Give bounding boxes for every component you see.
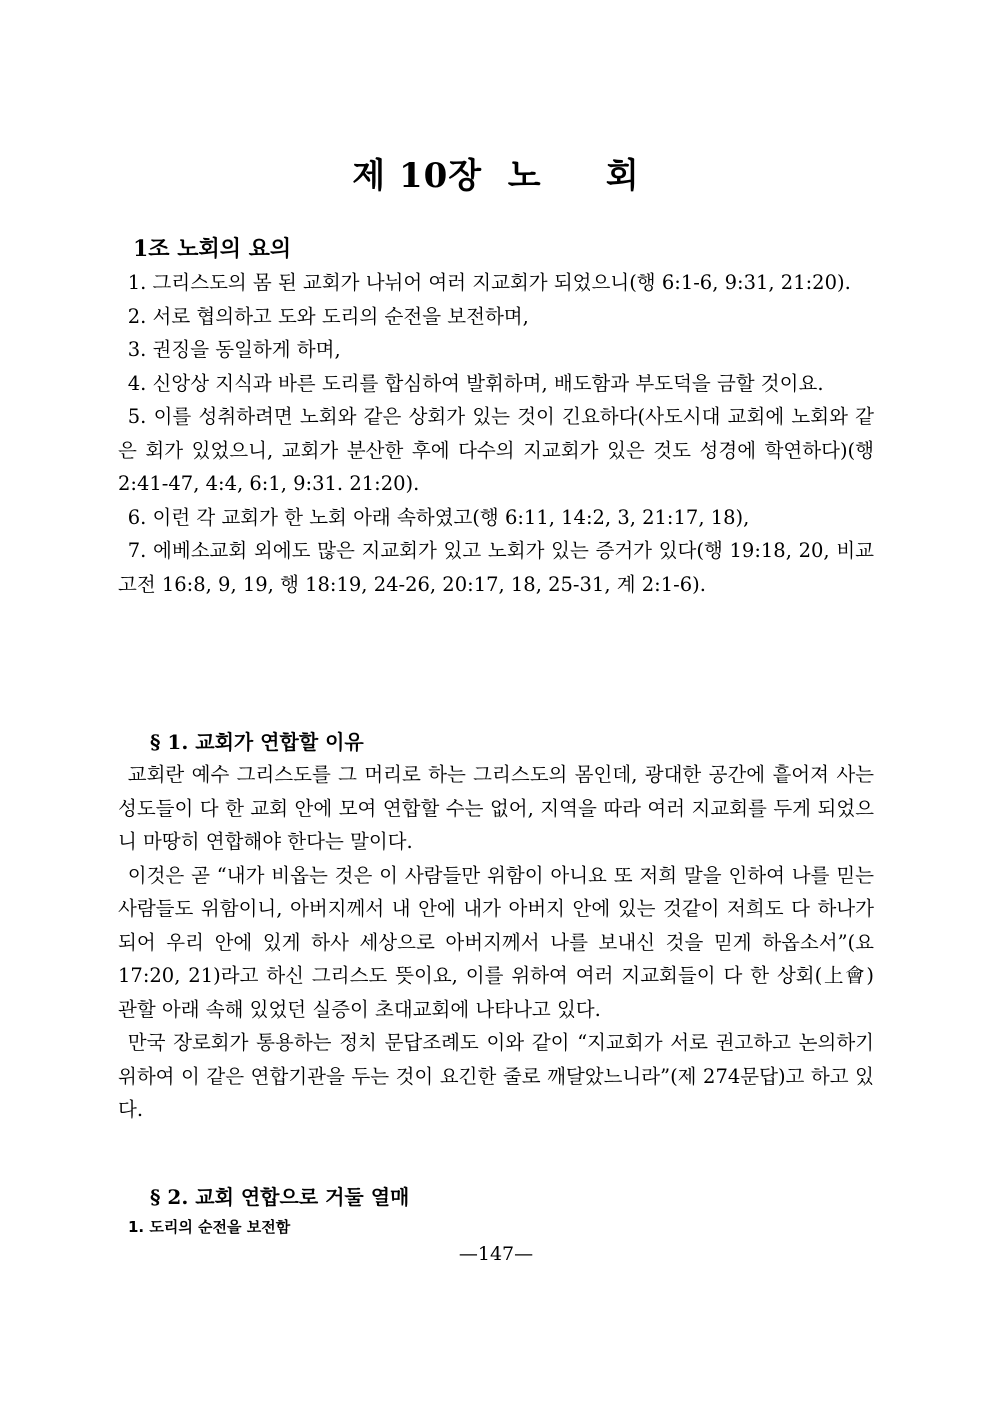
chapter-title: 제 10장 노 회 <box>352 156 640 196</box>
article-heading: 1조 노회의 요의 <box>133 236 292 262</box>
section-1-body <box>118 758 874 1127</box>
article-item: 1. 그리스도의 몸 된 교회가 나뉘어 여러 지교회가 되었으니(행 6:1-6, 9:31, 21:20). <box>127 271 851 294</box>
section-heading-2: § 2. 교회 연합으로 거둘 열매 <box>150 1185 410 1209</box>
page-number: —147— <box>458 1243 534 1265</box>
article-item: 2. 서로 협의하고 도와 도리의 순전을 보전하며, <box>127 304 529 328</box>
paragraph: 이것은 곧 “내가 비옵는 것은 이 사람들만 위함이 아니요 또 저희 말을 인하여 나를 믿는 사람들도 위함이니, 아버지께서 내 안에 내가 아버지 안에 있는 것같이 저희도 다 하나가 되어 우리 안에 있게 하사 세상으로 아버지께서 나를 보내신 것을 믿게 하옵소서”(요 17:20, 21)라고 하신 그리스도 뜻이요, 이를 위하여 여러 지교회들이 다 한 상회(上會) 관할 아래 속해 있었던 실증이 초대교회에 나타나고 있다. <box>118 863 874 1021</box>
paragraph: 교회란 예수 그리스도를 그 머리로 하는 그리스도의 몸인데, 광대한 공간에 흩어져 사는 성도들이 다 한 교회 안에 모여 연합할 수는 없어, 지역을 따라 여러 지교회를 두게 되었으니 마땅히 연합해야 한다는 말이다. <box>118 763 874 853</box>
paragraph: 만국 장로회가 통용하는 정치 문답조례도 이와 같이 “지교회가 서로 권고하고 논의하기 위하여 이 같은 연합기관을 두는 것이 요긴한 줄로 깨달았느니라”(제 274문답)고 하고 있다. <box>118 1031 874 1121</box>
subsection-heading: 1. 도리의 순전을 보전함 <box>128 1218 291 1236</box>
article-item: 6. 이런 각 교회가 한 노회 아래 속하였고(행 6:11, 14:2, 3, 21:17, 18), <box>127 505 750 529</box>
article-item: 7. 에베소교회 외에도 많은 지교회가 있고 노회가 있는 증거가 있다(행 19:18, 20, 비교 고전 16:8, 9, 19, 행 18:19, 24-26, 20:17, 18, 25-31, 계 2:1-6). <box>118 539 874 596</box>
article-body <box>118 266 874 601</box>
article-item: 3. 권징을 동일하게 하며, <box>127 338 341 361</box>
article-item: 5. 이를 성취하려면 노회와 같은 상회가 있는 것이 긴요하다(사도시대 교회에 노회와 같은 회가 있었으니, 교회가 분산한 후에 다수의 지교회가 있은 것도 성경에 학연하다)(행 2:41-47, 4:4, 6:1, 9:31. 21:20). <box>118 405 874 495</box>
section-heading-1: § 1. 교회가 연합할 이유 <box>150 730 364 754</box>
article-item: 4. 신앙상 지식과 바른 도리를 합심하여 발휘하며, 배도함과 부도덕을 금할 것이요. <box>127 371 824 395</box>
